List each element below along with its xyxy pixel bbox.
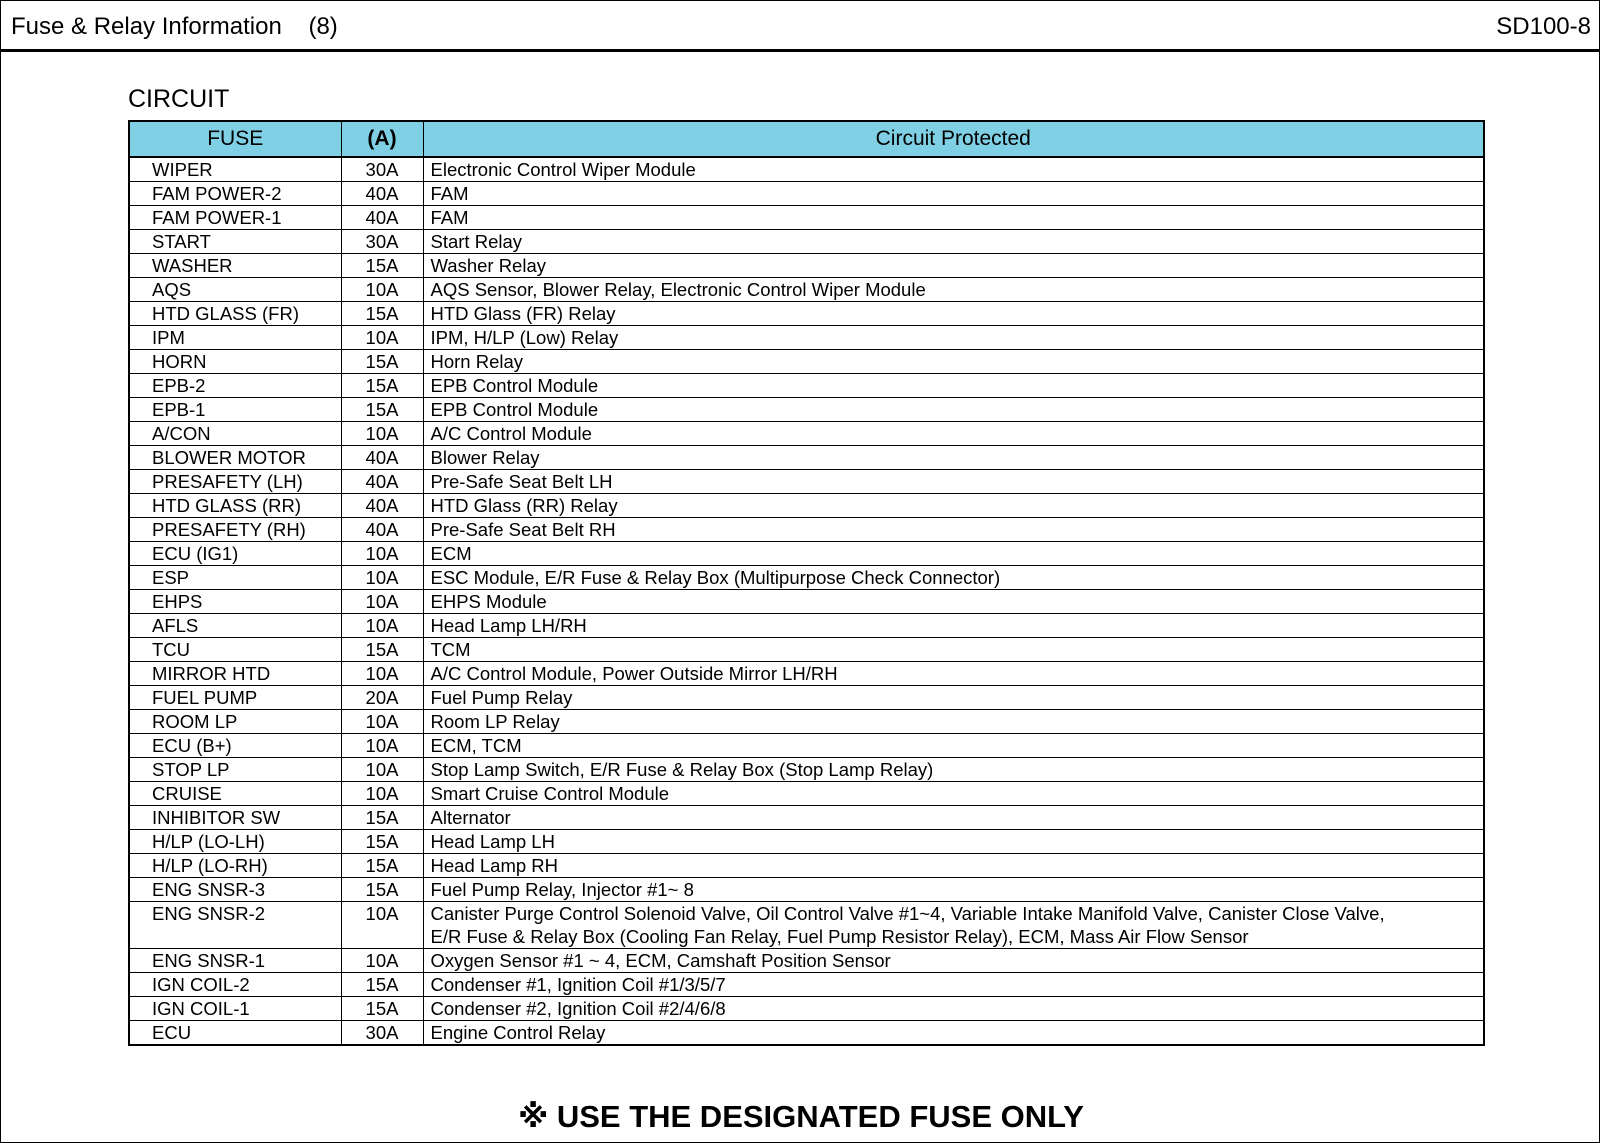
fuse-name-cell: ECU: [129, 1021, 341, 1046]
fuse-amperage-cell: 10A: [341, 902, 423, 949]
table-row: [129, 374, 1484, 398]
fuse-name-cell: IPM: [129, 326, 341, 350]
table-row: [129, 494, 1484, 518]
circuit-protected-cell: Engine Control Relay: [423, 1021, 1484, 1046]
circuit-protected-cell: Start Relay: [423, 230, 1484, 254]
circuit-protected-cell: Head Lamp LH/RH: [423, 614, 1484, 638]
fuse-name-cell: EHPS: [129, 590, 341, 614]
fuse-name-cell: ECU (B+): [129, 734, 341, 758]
fuse-amperage-cell: 10A: [341, 590, 423, 614]
circuit-protected-cell: Head Lamp LH: [423, 830, 1484, 854]
fuse-amperage-cell: 15A: [341, 254, 423, 278]
table-row: [129, 878, 1484, 902]
fuse-amperage-cell: 10A: [341, 542, 423, 566]
fuse-name-cell: HORN: [129, 350, 341, 374]
fuse-name-cell: FAM POWER-2: [129, 182, 341, 206]
table-row: [129, 566, 1484, 590]
circuit-protected-cell: TCM: [423, 638, 1484, 662]
fuse-name-cell: HTD GLASS (RR): [129, 494, 341, 518]
fuse-name-cell: ESP: [129, 566, 341, 590]
fuse-amperage-cell: 40A: [341, 446, 423, 470]
fuse-name-cell: ENG SNSR-3: [129, 878, 341, 902]
fuse-amperage-cell: 20A: [341, 686, 423, 710]
fuse-amperage-cell: 10A: [341, 614, 423, 638]
circuit-protected-cell: IPM, H/LP (Low) Relay: [423, 326, 1484, 350]
circuit-protected-cell: A/C Control Module, Power Outside Mirror LH/RH: [423, 662, 1484, 686]
fuse-name-cell: STOP LP: [129, 758, 341, 782]
fuse-amperage-cell: 15A: [341, 830, 423, 854]
table-row: [129, 662, 1484, 686]
fuse-name-cell: AFLS: [129, 614, 341, 638]
fuse-amperage-cell: 10A: [341, 782, 423, 806]
fuse-name-cell: PRESAFETY (LH): [129, 470, 341, 494]
circuit-protected-cell: EPB Control Module: [423, 398, 1484, 422]
fuse-amperage-cell: 40A: [341, 182, 423, 206]
fuse-amperage-cell: 40A: [341, 494, 423, 518]
fuse-amperage-cell: 10A: [341, 710, 423, 734]
fuse-name-cell: ECU (IG1): [129, 542, 341, 566]
circuit-protected-cell: Pre-Safe Seat Belt RH: [423, 518, 1484, 542]
column-header-amperage: (A): [341, 121, 423, 157]
fuse-amperage-cell: 15A: [341, 973, 423, 997]
fuse-amperage-cell: 10A: [341, 758, 423, 782]
circuit-protected-cell: HTD Glass (RR) Relay: [423, 494, 1484, 518]
circuit-protected-cell: Head Lamp RH: [423, 854, 1484, 878]
table-row: [129, 254, 1484, 278]
circuit-protected-cell: Smart Cruise Control Module: [423, 782, 1484, 806]
fuse-name-cell: H/LP (LO-LH): [129, 830, 341, 854]
table-row: [129, 710, 1484, 734]
fuse-amperage-cell: 10A: [341, 422, 423, 446]
fuse-amperage-cell: 15A: [341, 350, 423, 374]
fuse-name-cell: IGN COIL-1: [129, 997, 341, 1021]
table-header-row: [129, 121, 1484, 157]
fuse-name-cell: TCU: [129, 638, 341, 662]
circuit-protected-cell: Electronic Control Wiper Module: [423, 157, 1484, 182]
fuse-amperage-cell: 15A: [341, 398, 423, 422]
table-row: [129, 302, 1484, 326]
fuse-name-cell: AQS: [129, 278, 341, 302]
table-row: [129, 782, 1484, 806]
fuse-amperage-cell: 15A: [341, 806, 423, 830]
fuse-amperage-cell: 30A: [341, 1021, 423, 1046]
fuse-name-cell: A/CON: [129, 422, 341, 446]
table-row: [129, 854, 1484, 878]
circuit-protected-cell: Stop Lamp Switch, E/R Fuse & Relay Box (Stop Lamp Relay): [423, 758, 1484, 782]
fuse-name-cell: ROOM LP: [129, 710, 341, 734]
table-row: [129, 230, 1484, 254]
fuse-name-cell: WASHER: [129, 254, 341, 278]
fuse-name-cell: H/LP (LO-RH): [129, 854, 341, 878]
fuse-amperage-cell: 30A: [341, 230, 423, 254]
fuse-name-cell: BLOWER MOTOR: [129, 446, 341, 470]
page-header: [1, 1, 1599, 52]
table-row: [129, 398, 1484, 422]
table-row: [129, 638, 1484, 662]
circuit-protected-cell: ESC Module, E/R Fuse & Relay Box (Multipurpose Check Connector): [423, 566, 1484, 590]
circuit-line-1: Canister Purge Control Solenoid Valve, Oil Control Valve #1~4, Variable Intake Manifold Valve, Canister Close Valve,: [430, 903, 1385, 924]
circuit-line-2: E/R Fuse & Relay Box (Cooling Fan Relay, Fuel Pump Resistor Relay), ECM, Mass Air Flow Sensor: [430, 926, 1249, 947]
column-header-circuit: Circuit Protected: [423, 121, 1484, 157]
circuit-protected-cell: AQS Sensor, Blower Relay, Electronic Control Wiper Module: [423, 278, 1484, 302]
table-row: [129, 278, 1484, 302]
table-row: [129, 518, 1484, 542]
fuse-amperage-cell: 10A: [341, 278, 423, 302]
fuse-amperage-cell: 15A: [341, 878, 423, 902]
table-row: [129, 590, 1484, 614]
fuse-name-cell: FUEL PUMP: [129, 686, 341, 710]
table-row: [129, 422, 1484, 446]
table-row: [129, 973, 1484, 997]
notice-text: USE THE DESIGNATED FUSE ONLY: [556, 1099, 1084, 1134]
fuse-amperage-cell: 15A: [341, 374, 423, 398]
fuse-amperage-cell: 10A: [341, 734, 423, 758]
table-row: [129, 470, 1484, 494]
table-row: [129, 949, 1484, 973]
circuit-protected-cell: Condenser #1, Ignition Coil #1/3/5/7: [423, 973, 1484, 997]
table-row: [129, 734, 1484, 758]
table-row: [129, 326, 1484, 350]
circuit-protected-cell: Horn Relay: [423, 350, 1484, 374]
fuse-name-cell: FAM POWER-1: [129, 206, 341, 230]
fuse-amperage-cell: 10A: [341, 566, 423, 590]
fuse-name-cell: WIPER: [129, 157, 341, 182]
circuit-protected-cell: Washer Relay: [423, 254, 1484, 278]
fuse-name-cell: MIRROR HTD: [129, 662, 341, 686]
fuse-amperage-cell: 15A: [341, 302, 423, 326]
table-row: [129, 614, 1484, 638]
fuse-table: [128, 120, 1485, 1046]
circuit-protected-cell: HTD Glass (FR) Relay: [423, 302, 1484, 326]
fuse-name-cell: ENG SNSR-2: [129, 902, 341, 949]
circuit-protected-cell: Room LP Relay: [423, 710, 1484, 734]
table-row: [129, 206, 1484, 230]
fuse-amperage-cell: 30A: [341, 157, 423, 182]
circuit-protected-cell: A/C Control Module: [423, 422, 1484, 446]
page-code: SD100-8: [1496, 13, 1591, 40]
fuse-amperage-cell: 10A: [341, 326, 423, 350]
circuit-protected-cell: [423, 902, 1484, 949]
table-row: [129, 350, 1484, 374]
table-row: [129, 997, 1484, 1021]
table-row: [129, 182, 1484, 206]
circuit-protected-cell: ECM: [423, 542, 1484, 566]
fuse-amperage-cell: 10A: [341, 949, 423, 973]
circuit-protected-cell: EPB Control Module: [423, 374, 1484, 398]
table-row: [129, 157, 1484, 182]
circuit-protected-cell: ECM, TCM: [423, 734, 1484, 758]
reference-mark-icon: ※: [518, 1099, 549, 1134]
section-title: CIRCUIT: [128, 85, 230, 113]
fuse-amperage-cell: 15A: [341, 854, 423, 878]
circuit-protected-cell: Fuel Pump Relay: [423, 686, 1484, 710]
circuit-protected-cell: EHPS Module: [423, 590, 1484, 614]
fuse-name-cell: EPB-1: [129, 398, 341, 422]
fuse-amperage-cell: 15A: [341, 997, 423, 1021]
fuse-name-cell: INHIBITOR SW: [129, 806, 341, 830]
fuse-name-cell: EPB-2: [129, 374, 341, 398]
fuse-name-cell: HTD GLASS (FR): [129, 302, 341, 326]
fuse-name-cell: PRESAFETY (RH): [129, 518, 341, 542]
fuse-amperage-cell: 40A: [341, 518, 423, 542]
circuit-protected-cell: Pre-Safe Seat Belt LH: [423, 470, 1484, 494]
table-row: [129, 830, 1484, 854]
circuit-protected-cell: FAM: [423, 206, 1484, 230]
circuit-protected-cell: Blower Relay: [423, 446, 1484, 470]
fuse-amperage-cell: 40A: [341, 206, 423, 230]
table-row: [129, 686, 1484, 710]
fuse-name-cell: START: [129, 230, 341, 254]
circuit-protected-cell: Condenser #2, Ignition Coil #2/4/6/8: [423, 997, 1484, 1021]
table-row: [129, 542, 1484, 566]
circuit-protected-cell: Oxygen Sensor #1 ~ 4, ECM, Camshaft Position Sensor: [423, 949, 1484, 973]
fuse-name-cell: CRUISE: [129, 782, 341, 806]
fuse-amperage-cell: 15A: [341, 638, 423, 662]
column-header-fuse: FUSE: [129, 121, 341, 157]
page-title: Fuse & Relay Information (8): [11, 13, 338, 40]
table-row: [129, 902, 1484, 949]
table-row: [129, 758, 1484, 782]
circuit-protected-cell: FAM: [423, 182, 1484, 206]
table-row: [129, 1021, 1484, 1046]
table-row: [129, 806, 1484, 830]
circuit-protected-cell: Alternator: [423, 806, 1484, 830]
table-row: [129, 446, 1484, 470]
notice: [1, 1099, 1600, 1135]
fuse-amperage-cell: 40A: [341, 470, 423, 494]
fuse-name-cell: ENG SNSR-1: [129, 949, 341, 973]
fuse-amperage-cell: 10A: [341, 662, 423, 686]
table-body: [129, 157, 1484, 1045]
fuse-name-cell: IGN COIL-2: [129, 973, 341, 997]
circuit-protected-cell: Fuel Pump Relay, Injector #1~ 8: [423, 878, 1484, 902]
